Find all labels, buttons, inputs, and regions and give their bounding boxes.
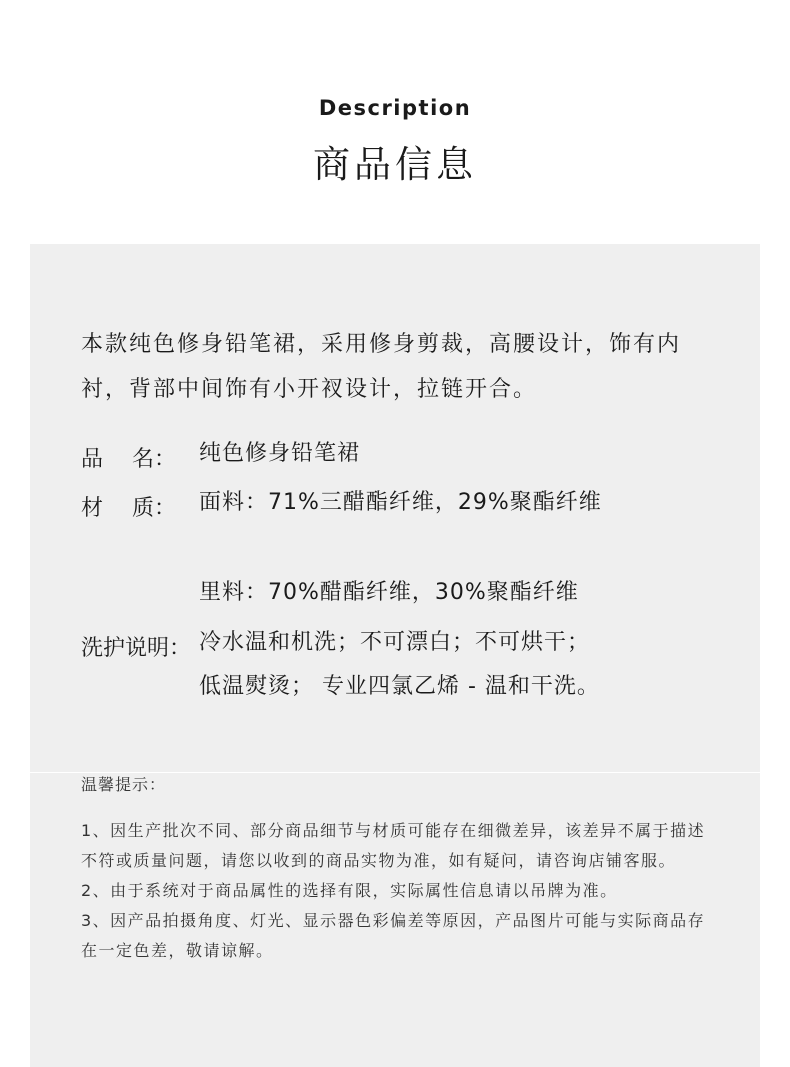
spec-care-value-1: 冷水温和机洗；不可漂白；不可烘干； bbox=[199, 630, 591, 655]
tips-title: 温馨提示： bbox=[81, 775, 167, 794]
tips-list bbox=[81, 816, 711, 966]
section-eyebrow: Description bbox=[318, 96, 472, 120]
tip-item: 2、由于系统对于商品属性的选择有限，实际属性信息请以吊牌为准。 bbox=[81, 881, 618, 900]
spec-name-label: 品 名： bbox=[81, 447, 176, 472]
spec-care-label: 洗护说明： bbox=[81, 636, 192, 661]
spec-material-value-lining: 里料：70%醋酯纤维，30%聚酯纤维 bbox=[199, 580, 579, 605]
tip-item: 3、因产品拍摄角度、灯光、显示器色彩偏差等原因，产品图片可能与实际商品存在一定色差，敬请谅解。 bbox=[81, 911, 706, 960]
page-title: 商品信息 bbox=[313, 143, 477, 186]
spec-care-value-2: 低温熨烫； 专业四氯乙烯 - 温和干洗。 bbox=[199, 674, 600, 699]
tip-item: 1、因生产批次不同、部分商品细节与材质可能存在细微差异，该差异不属于描述不符或质量问题，请您以收到的商品实物为准，如有疑问，请咨询店铺客服。 bbox=[81, 821, 706, 870]
spec-name-value: 纯色修身铅笔裙 bbox=[199, 441, 361, 466]
product-info-panel bbox=[30, 244, 760, 1067]
spec-material-label: 材 质： bbox=[81, 496, 176, 521]
product-description: 本款纯色修身铅笔裙，采用修身剪裁，高腰设计，饰有内衬，背部中间饰有小开衩设计，拉链开合。 bbox=[81, 332, 682, 402]
spec-material-value-outer: 面料：71%三醋酯纤维，29%聚酯纤维 bbox=[199, 490, 602, 515]
